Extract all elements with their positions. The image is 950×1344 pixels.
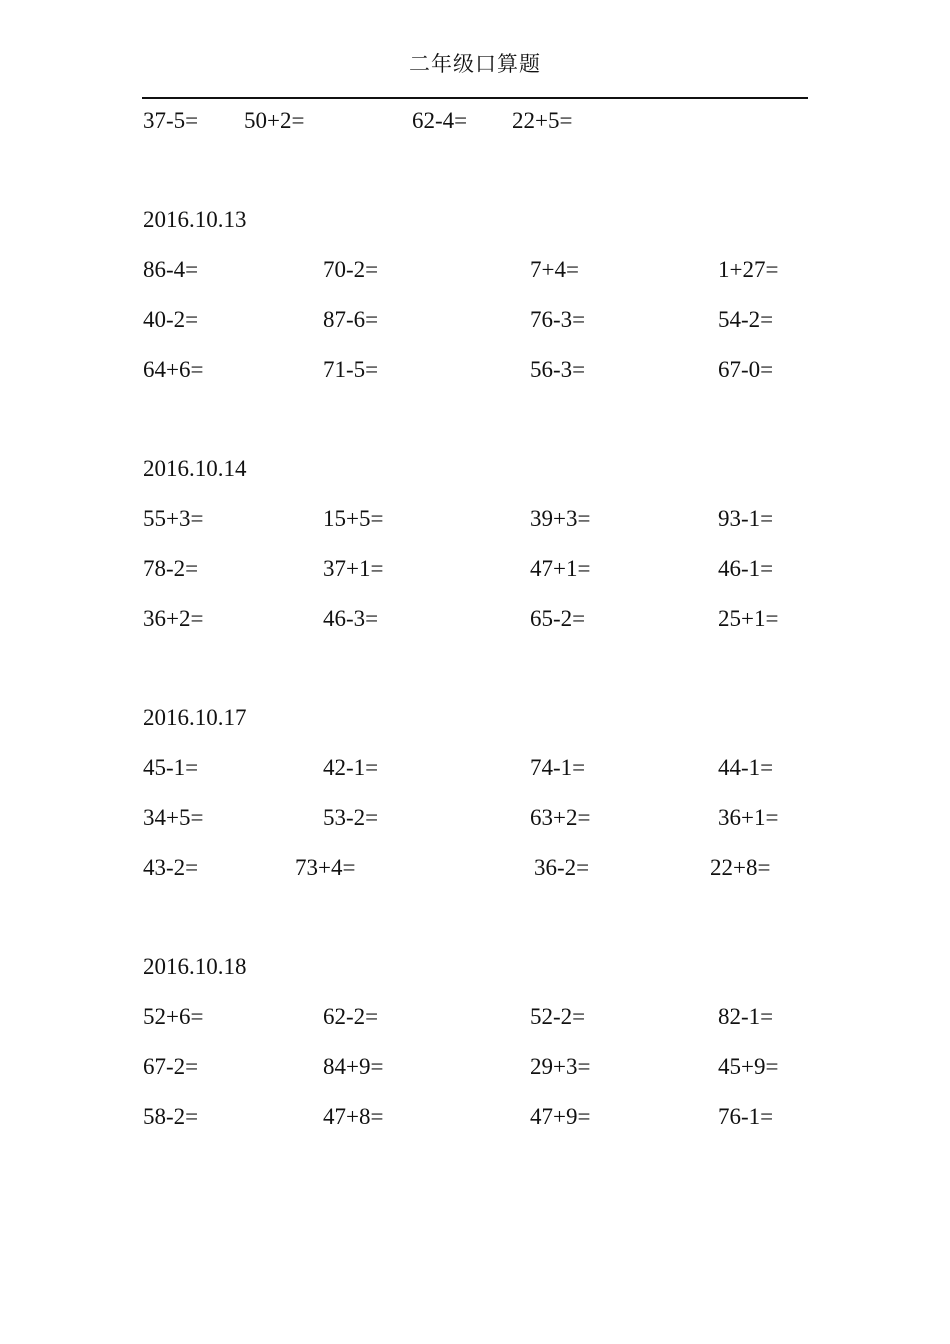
problem: 47+1= bbox=[530, 556, 591, 581]
problem: 55+3= bbox=[143, 506, 204, 531]
problem: 47+8= bbox=[323, 1104, 384, 1129]
page-title: 二年级口算题 bbox=[409, 52, 541, 76]
problem: 63+2= bbox=[530, 805, 591, 830]
problem: 76-3= bbox=[530, 307, 586, 332]
section-date: 2016.10.18 bbox=[143, 954, 247, 979]
problem: 74-1= bbox=[530, 755, 586, 780]
problem: 78-2= bbox=[143, 556, 199, 581]
problem: 46-3= bbox=[323, 606, 379, 631]
problem: 45-1= bbox=[143, 755, 199, 780]
problem: 36+2= bbox=[143, 606, 204, 631]
problem: 22+8= bbox=[710, 855, 771, 880]
problem: 56-3= bbox=[530, 357, 586, 382]
problem: 37-5= bbox=[143, 108, 199, 133]
problem: 84+9= bbox=[323, 1054, 384, 1079]
problem: 42-1= bbox=[323, 755, 379, 780]
section-date: 2016.10.17 bbox=[143, 705, 247, 730]
problem: 54-2= bbox=[718, 307, 774, 332]
problem: 43-2= bbox=[143, 855, 199, 880]
problem: 86-4= bbox=[143, 257, 199, 282]
problem: 47+9= bbox=[530, 1104, 591, 1129]
problem: 76-1= bbox=[718, 1104, 774, 1129]
problem: 7+4= bbox=[530, 257, 579, 282]
problem: 64+6= bbox=[143, 357, 204, 382]
problem: 62-4= bbox=[412, 108, 468, 133]
problem: 52+6= bbox=[143, 1004, 204, 1029]
problem: 29+3= bbox=[530, 1054, 591, 1079]
problem: 40-2= bbox=[143, 307, 199, 332]
problem: 67-2= bbox=[143, 1054, 199, 1079]
section-date: 2016.10.13 bbox=[143, 207, 247, 232]
problem: 53-2= bbox=[323, 805, 379, 830]
problem: 36-2= bbox=[534, 855, 590, 880]
problem: 50+2= bbox=[244, 108, 305, 133]
problem: 1+27= bbox=[718, 257, 779, 282]
problem: 34+5= bbox=[143, 805, 204, 830]
section-date: 2016.10.14 bbox=[143, 456, 247, 481]
problem: 52-2= bbox=[530, 1004, 586, 1029]
problem: 73+4= bbox=[295, 855, 356, 880]
problem: 93-1= bbox=[718, 506, 774, 531]
problem: 58-2= bbox=[143, 1104, 199, 1129]
problem: 46-1= bbox=[718, 556, 774, 581]
problem: 67-0= bbox=[718, 357, 774, 382]
problem: 44-1= bbox=[718, 755, 774, 780]
problem: 62-2= bbox=[323, 1004, 379, 1029]
problem: 36+1= bbox=[718, 805, 779, 830]
problem: 45+9= bbox=[718, 1054, 779, 1079]
problem: 71-5= bbox=[323, 357, 379, 382]
problem: 82-1= bbox=[718, 1004, 774, 1029]
problem: 70-2= bbox=[323, 257, 379, 282]
problem: 37+1= bbox=[323, 556, 384, 581]
header-rule bbox=[142, 97, 808, 99]
problem: 15+5= bbox=[323, 506, 384, 531]
problem: 87-6= bbox=[323, 307, 379, 332]
problem: 25+1= bbox=[718, 606, 779, 631]
problem: 39+3= bbox=[530, 506, 591, 531]
problem: 22+5= bbox=[512, 108, 573, 133]
problem: 65-2= bbox=[530, 606, 586, 631]
